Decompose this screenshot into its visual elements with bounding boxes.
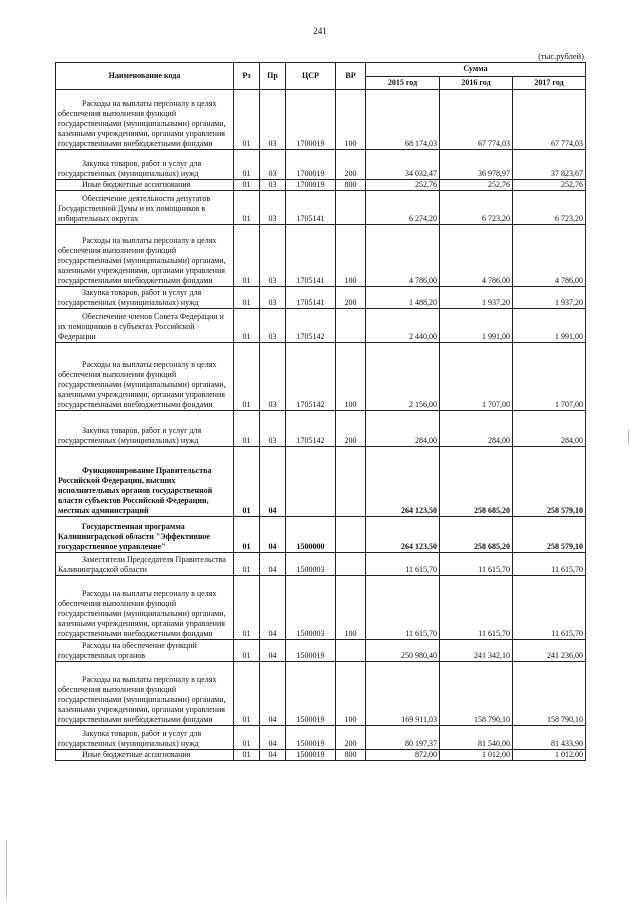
units-label: (тыс.рублей) [538,51,584,61]
row-2017: 11 615,70 [513,553,586,576]
row-vr: 100 [336,225,366,287]
row-2015: 284,00 [366,411,440,447]
row-name: Закупка товаров, работ и услуг для государственных (муниципальных) нужд [56,726,234,750]
row-2017: 11 615,70 [513,576,586,640]
row-csr: 1700019 [286,180,336,191]
row-2016: 6 723,20 [440,191,513,225]
row-name: Функционирование Правительства Российской Федерации, высших исполнительных органов государственной власти субъектов Российской Федерации, местных администраций [56,447,234,517]
header-name: Наименование кода [56,63,234,90]
row-csr: 1500019 [286,750,336,761]
row-vr [336,640,366,662]
table-row [56,225,586,287]
row-2016: 258 685,20 [440,517,513,553]
row-2016: 1 012,00 [440,750,513,761]
row-2016: 11 615,70 [440,553,513,576]
row-2017: 37 823,67 [513,150,586,180]
row-vr: 100 [336,662,366,726]
header-vr: ВР [336,63,366,90]
table-row [56,640,586,662]
row-rz: 01 [234,309,260,343]
row-name: Иные бюджетные ассигнования [56,180,234,191]
row-pr: 03 [260,343,286,411]
row-name: Расходы на выплаты персоналу в целях обеспечения выполнения функций государственными (муниципальными) органами, казенными учреждениями, органами управления государственными внебюджетными фондами [56,225,234,287]
row-2015: 6 274,20 [366,191,440,225]
row-2017: 258 579,10 [513,447,586,517]
row-2015: 264 123,50 [366,447,440,517]
row-pr: 04 [260,553,286,576]
row-2016: 241 342,10 [440,640,513,662]
row-rz: 01 [234,180,260,191]
row-pr: 03 [260,225,286,287]
row-rz: 01 [234,553,260,576]
row-rz: 01 [234,640,260,662]
row-vr: 100 [336,576,366,640]
row-vr: 200 [336,726,366,750]
table-row [56,180,586,191]
row-name: Закупка товаров, работ и услуг для государственных (муниципальных) нужд [56,150,234,180]
row-2015: 252,76 [366,180,440,191]
header-sum: Сумма [366,63,586,77]
row-csr: 1700019 [286,90,336,150]
row-2017: 1 707,00 [513,343,586,411]
row-2015: 2 440,00 [366,309,440,343]
row-rz: 01 [234,750,260,761]
row-pr: 03 [260,180,286,191]
row-2015: 1 488,20 [366,287,440,309]
row-name: Расходы на выплаты персоналу в целях обеспечения выполнения функций государственными (муниципальными) органами, казенными учреждениями, органами управления государственными внебюджетными фондами [56,662,234,726]
row-2017: 258 579,10 [513,517,586,553]
row-2015: 80 197,37 [366,726,440,750]
table-row [56,553,586,576]
row-csr: 1500003 [286,553,336,576]
row-2017: 67 774,03 [513,90,586,150]
page-number: 241 [313,26,327,36]
row-vr: 800 [336,750,366,761]
row-name: Обеспечение членов Совета Федерации и их помощников в субъектах Российской Федерации [56,309,234,343]
row-vr [336,517,366,553]
row-2017: 6 723,20 [513,191,586,225]
row-2016: 67 774,03 [440,90,513,150]
scan-mark [628,430,629,444]
row-2016: 11 615,70 [440,576,513,640]
row-name: Иные бюджетные ассигнования [56,750,234,761]
row-2015: 68 174,03 [366,90,440,150]
row-2015: 4 786,00 [366,225,440,287]
header-2016: 2016 год [440,76,513,90]
table-row [56,150,586,180]
table-row [56,517,586,553]
row-2016: 36 978,97 [440,150,513,180]
row-csr: 1500019 [286,726,336,750]
row-rz: 01 [234,447,260,517]
row-2016: 1 991,00 [440,309,513,343]
row-2015: 11 615,70 [366,576,440,640]
header-pr: Пр [260,63,286,90]
row-2016: 284,00 [440,411,513,447]
row-vr: 200 [336,150,366,180]
row-2017: 158 790,10 [513,662,586,726]
row-name: Расходы на выплаты персоналу в целях обеспечения выполнения функций государственными (муниципальными) органами, казенными учреждениями, органами управления государственными внебюджетными фондами [56,90,234,150]
row-2016: 252,76 [440,180,513,191]
table-row [56,309,586,343]
budget-table [55,62,586,761]
row-pr: 04 [260,726,286,750]
row-csr: 1705141 [286,225,336,287]
row-rz: 01 [234,191,260,225]
row-csr: 1500019 [286,640,336,662]
table-row [56,287,586,309]
row-rz: 01 [234,225,260,287]
row-2017: 4 786,00 [513,225,586,287]
row-name: Заместители Председателя Правительства Калининградской области [56,553,234,576]
row-pr: 04 [260,640,286,662]
row-2017: 1 991,00 [513,309,586,343]
header-csr: ЦСР [286,63,336,90]
row-vr: 100 [336,90,366,150]
row-2017: 1 012,00 [513,750,586,761]
row-vr: 200 [336,411,366,447]
table-row [56,576,586,640]
row-csr: 1700019 [286,150,336,180]
row-rz: 01 [234,662,260,726]
row-name: Государственная программа Калининградской области "Эффективное государственное управление" [56,517,234,553]
row-vr [336,447,366,517]
header-2015: 2015 год [366,76,440,90]
row-vr [336,309,366,343]
row-csr: 1500019 [286,662,336,726]
row-rz: 01 [234,287,260,309]
row-csr: 1500003 [286,576,336,640]
row-2016: 158 790,10 [440,662,513,726]
row-name: Расходы на выплаты персоналу в целях обеспечения выполнения функций государственными (муниципальными) органами, казенными учреждениями, органами управления государственными внебюджетными фондами [56,343,234,411]
table-row [56,90,586,150]
row-2015: 34 032,47 [366,150,440,180]
row-name: Обеспечение деятельности депутатов Государственной Думы и их помощников в избирательных округах [56,191,234,225]
row-vr [336,553,366,576]
table-row [56,750,586,761]
row-rz: 01 [234,343,260,411]
row-vr [336,191,366,225]
row-csr: 1705142 [286,343,336,411]
row-name: Закупка товаров, работ и услуг для государственных (муниципальных) нужд [56,411,234,447]
row-rz: 01 [234,90,260,150]
row-2015: 11 615,70 [366,553,440,576]
row-pr: 04 [260,517,286,553]
row-2015: 872,00 [366,750,440,761]
row-2017: 1 937,20 [513,287,586,309]
row-csr [286,447,336,517]
row-name: Расходы на выплаты персоналу в целях обеспечения выполнения функций государственными (муниципальными) органами, казенными учреждениями, органами управления государственными внебюджетными фондами [56,576,234,640]
row-csr: 1705141 [286,287,336,309]
row-pr: 03 [260,150,286,180]
header-2017: 2017 год [513,76,586,90]
row-2017: 252,76 [513,180,586,191]
row-2016: 1 937,20 [440,287,513,309]
row-vr: 200 [336,287,366,309]
row-pr: 03 [260,287,286,309]
row-2015: 264 123,50 [366,517,440,553]
row-2015: 250 980,40 [366,640,440,662]
row-rz: 01 [234,576,260,640]
row-pr: 04 [260,750,286,761]
row-2016: 81 540,00 [440,726,513,750]
row-name: Закупка товаров, работ и услуг для государственных (муниципальных) нужд [56,287,234,309]
table-row [56,447,586,517]
row-rz: 01 [234,517,260,553]
row-2015: 169 911,03 [366,662,440,726]
row-2016: 258 685,20 [440,447,513,517]
row-2017: 241 236,00 [513,640,586,662]
row-rz: 01 [234,150,260,180]
table-row [56,191,586,225]
scan-mark [6,840,7,900]
row-pr: 03 [260,309,286,343]
header-rz: Рз [234,63,260,90]
row-2016: 1 707,00 [440,343,513,411]
row-pr: 04 [260,576,286,640]
row-csr: 1705141 [286,191,336,225]
row-2017: 284,00 [513,411,586,447]
row-2015: 2 156,00 [366,343,440,411]
row-vr: 100 [336,343,366,411]
row-pr: 03 [260,191,286,225]
row-vr: 800 [336,180,366,191]
row-csr: 1705142 [286,309,336,343]
table-row [56,411,586,447]
table-row [56,662,586,726]
table-row [56,726,586,750]
row-rz: 01 [234,726,260,750]
row-pr: 04 [260,447,286,517]
row-csr: 1705142 [286,411,336,447]
row-2016: 4 786,00 [440,225,513,287]
row-pr: 03 [260,90,286,150]
row-2017: 81 433,90 [513,726,586,750]
row-name: Расходы на обеспечение функций государственных органов [56,640,234,662]
row-csr: 1500000 [286,517,336,553]
row-pr: 03 [260,411,286,447]
row-rz: 01 [234,411,260,447]
table-row [56,343,586,411]
row-pr: 04 [260,662,286,726]
